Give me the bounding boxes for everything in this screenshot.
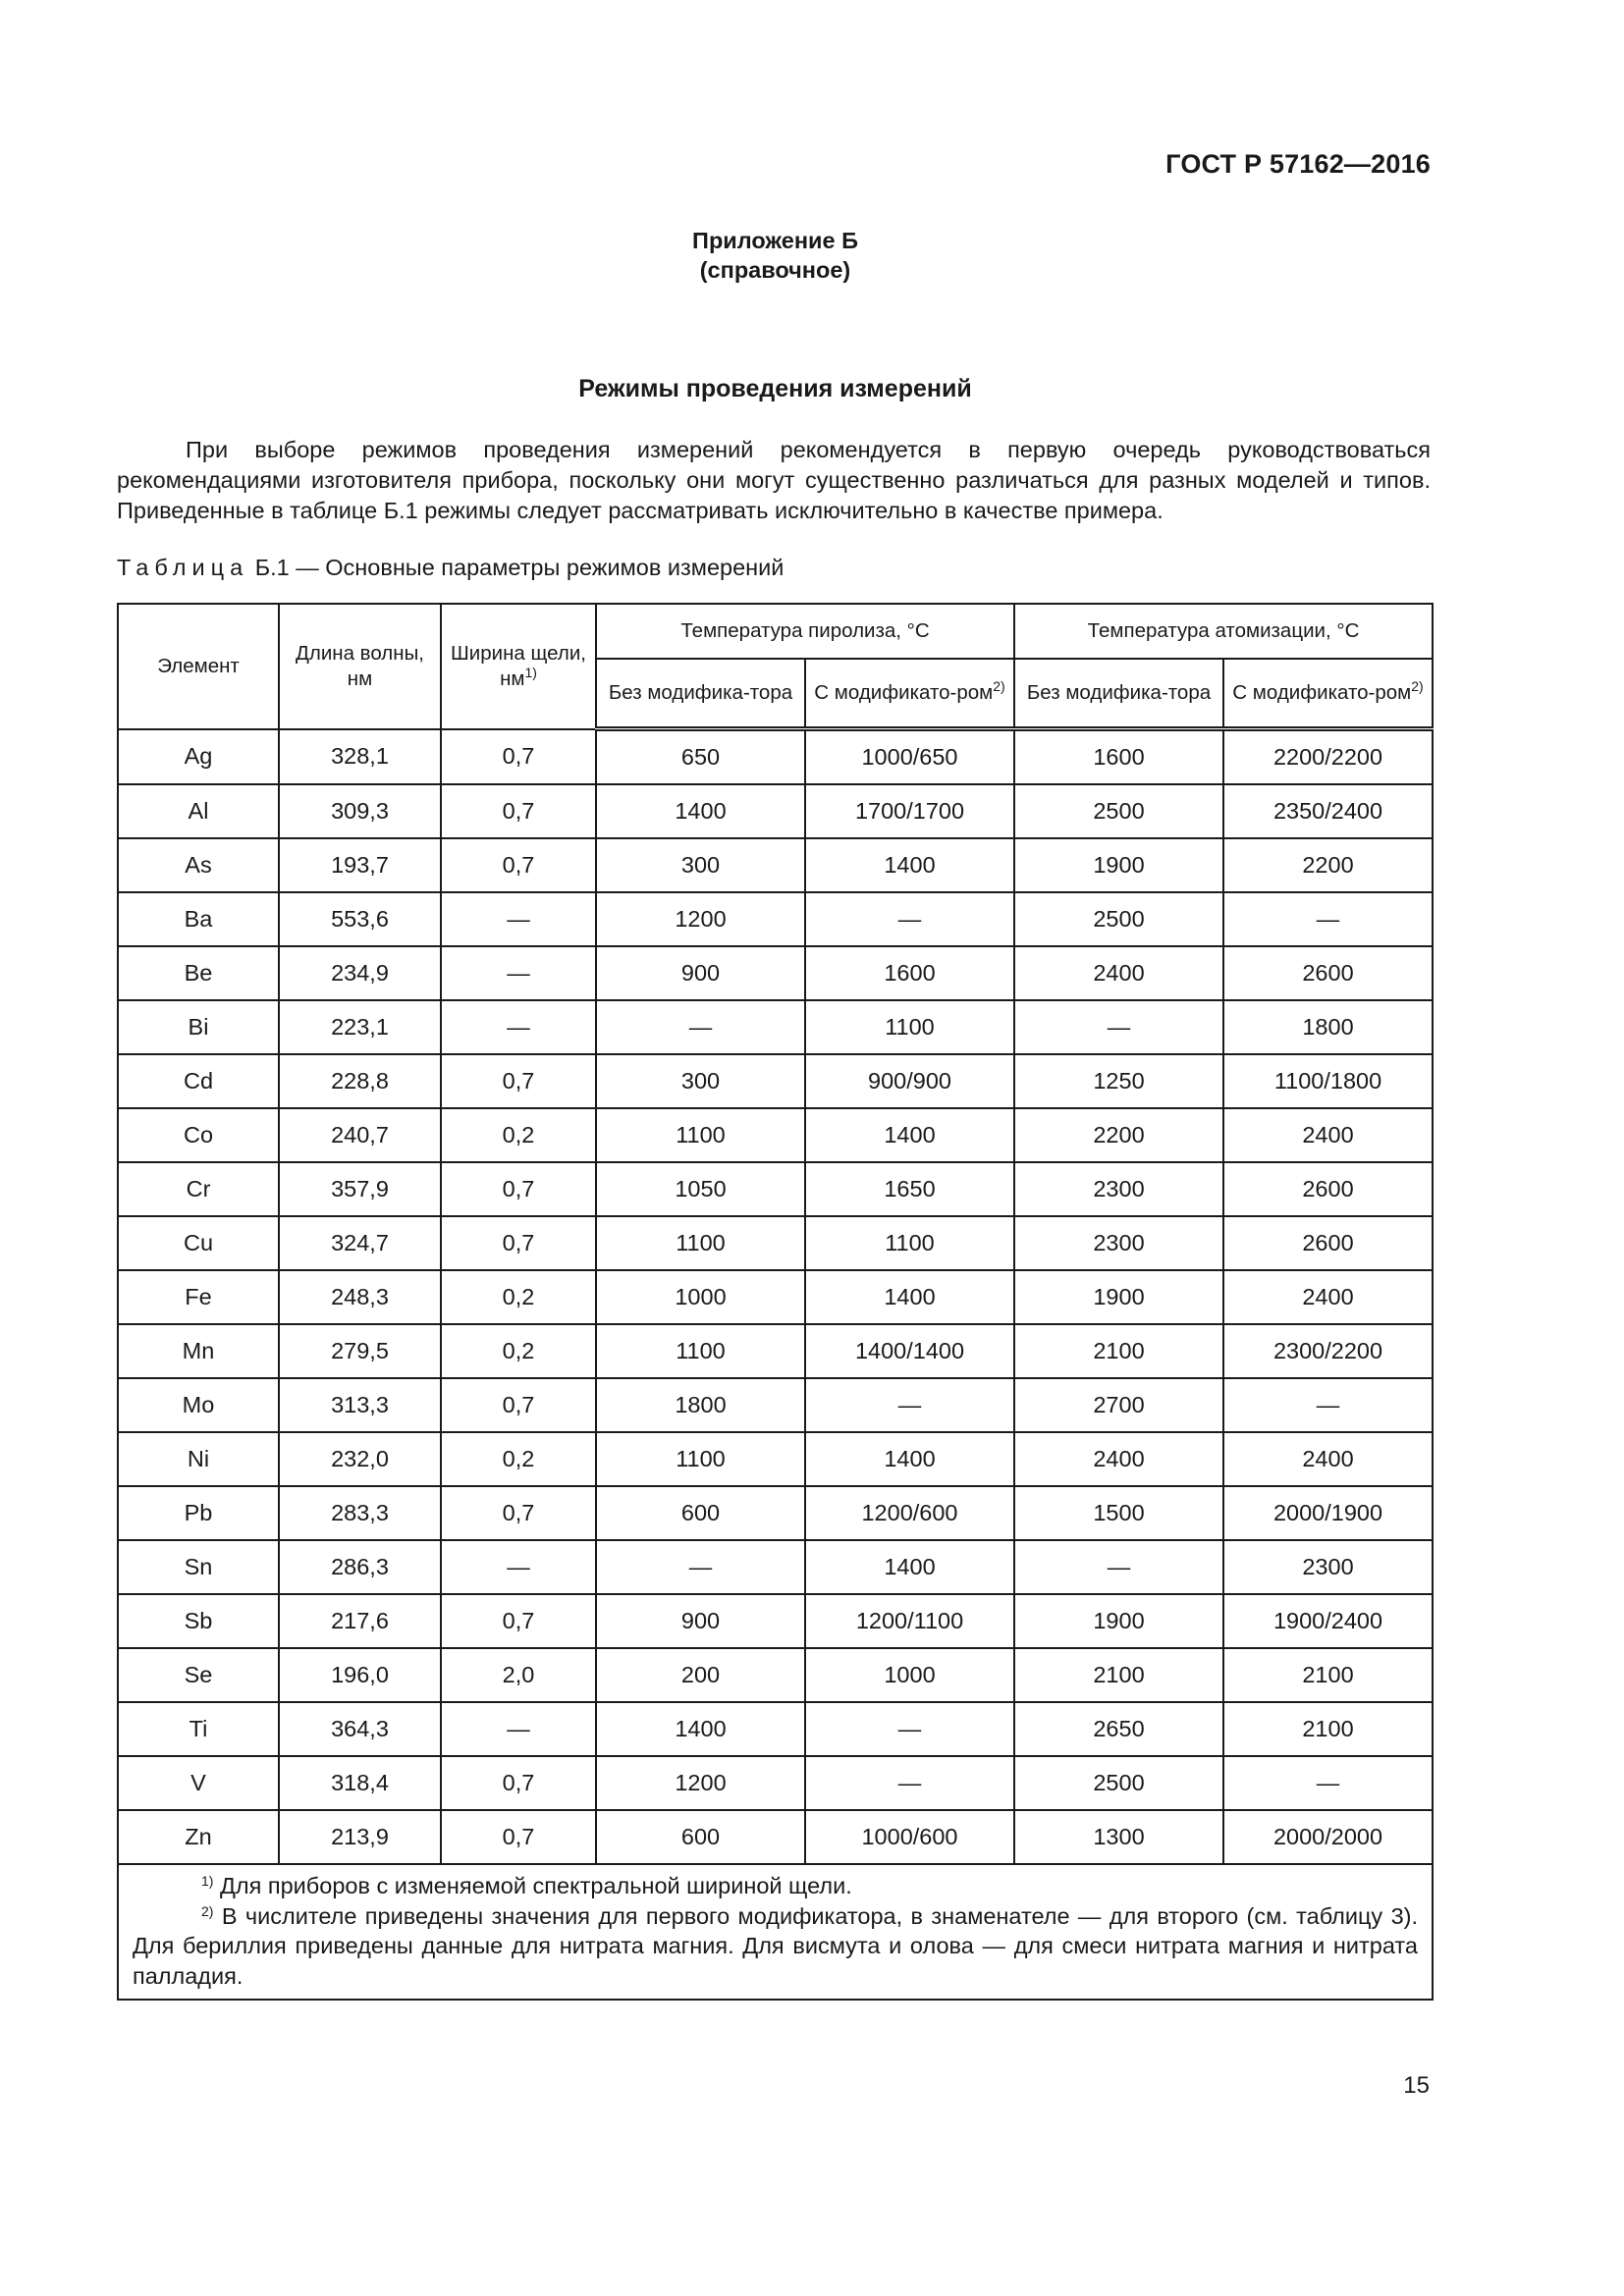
header-slit-text: Ширина щели, нм: [451, 641, 586, 690]
cell-element: Sn: [118, 1540, 279, 1594]
cell-pyrolysis-without-modifier: 1100: [596, 1108, 805, 1162]
cell-element: Co: [118, 1108, 279, 1162]
cell-pyrolysis-without-modifier: 1200: [596, 892, 805, 946]
cell-atomization-with-modifier: 2600: [1223, 1162, 1433, 1216]
cell-atomization-without-modifier: 1900: [1014, 838, 1223, 892]
cell-element: Bi: [118, 1000, 279, 1054]
cell-element: Zn: [118, 1810, 279, 1864]
cell-pyrolysis-without-modifier: 1100: [596, 1324, 805, 1378]
header-pyrolysis-without-modifier: Без модифика-тора: [596, 659, 805, 729]
cell-atomization-with-modifier: 2400: [1223, 1108, 1433, 1162]
table-footnotes: [118, 1864, 1433, 2000]
table-row: [118, 1810, 1433, 1864]
cell-slit-width: 0,7: [441, 729, 596, 785]
cell-pyrolysis-with-modifier: 1650: [805, 1162, 1014, 1216]
cell-element: Cr: [118, 1162, 279, 1216]
cell-wavelength: 283,3: [279, 1486, 441, 1540]
cell-slit-width: 2,0: [441, 1648, 596, 1702]
header-atomization: Температура атомизации, °С: [1014, 604, 1433, 659]
cell-element: Ag: [118, 729, 279, 785]
cell-slit-width: 0,7: [441, 1486, 596, 1540]
cell-atomization-with-modifier: 2600: [1223, 1216, 1433, 1270]
footnotes-cell: [118, 1864, 1433, 2000]
cell-atomization-without-modifier: 2400: [1014, 1432, 1223, 1486]
footnote-1: [133, 1871, 1418, 1901]
header-atomization-with-modifier-text: С модификато-ром: [1232, 681, 1412, 704]
cell-pyrolysis-with-modifier: 1700/1700: [805, 784, 1014, 838]
table-row: [118, 1378, 1433, 1432]
table-row: [118, 1108, 1433, 1162]
cell-element: Pb: [118, 1486, 279, 1540]
table-caption: [117, 553, 784, 582]
cell-slit-width: —: [441, 1000, 596, 1054]
cell-slit-width: —: [441, 892, 596, 946]
table-row: [118, 1594, 1433, 1648]
cell-atomization-with-modifier: 2000/1900: [1223, 1486, 1433, 1540]
cell-slit-width: 0,7: [441, 1162, 596, 1216]
cell-wavelength: 228,8: [279, 1054, 441, 1108]
annex-subtitle: (справочное): [699, 257, 851, 283]
cell-pyrolysis-with-modifier: 1400: [805, 1540, 1014, 1594]
cell-slit-width: 0,7: [441, 1378, 596, 1432]
table-body: [118, 729, 1433, 1865]
header-pyrolysis-with-modifier: [805, 659, 1014, 729]
header-atomization-footnote-mark: 2): [1411, 678, 1424, 694]
cell-wavelength: 223,1: [279, 1000, 441, 1054]
cell-wavelength: 324,7: [279, 1216, 441, 1270]
cell-wavelength: 248,3: [279, 1270, 441, 1324]
cell-atomization-without-modifier: 2500: [1014, 1756, 1223, 1810]
cell-atomization-without-modifier: 1300: [1014, 1810, 1223, 1864]
cell-element: V: [118, 1756, 279, 1810]
cell-atomization-without-modifier: —: [1014, 1000, 1223, 1054]
cell-wavelength: 357,9: [279, 1162, 441, 1216]
cell-wavelength: 196,0: [279, 1648, 441, 1702]
cell-pyrolysis-without-modifier: 600: [596, 1810, 805, 1864]
annex-title: Приложение Б: [692, 228, 858, 253]
table-caption-text: Б.1 — Основные параметры режимов измерений: [254, 555, 785, 580]
cell-wavelength: 240,7: [279, 1108, 441, 1162]
cell-pyrolysis-without-modifier: 300: [596, 838, 805, 892]
cell-wavelength: 364,3: [279, 1702, 441, 1756]
footnote-1-mark: 1): [201, 1873, 214, 1889]
cell-pyrolysis-with-modifier: 1400/1400: [805, 1324, 1014, 1378]
cell-pyrolysis-with-modifier: 1100: [805, 1216, 1014, 1270]
cell-atomization-without-modifier: 2500: [1014, 784, 1223, 838]
table-row: [118, 1432, 1433, 1486]
table-row: [118, 1054, 1433, 1108]
footnote-1-text: Для приборов с изменяемой спектральной шириной щели.: [213, 1873, 852, 1898]
cell-wavelength: 217,6: [279, 1594, 441, 1648]
cell-pyrolysis-without-modifier: 1050: [596, 1162, 805, 1216]
cell-atomization-without-modifier: 2300: [1014, 1216, 1223, 1270]
cell-atomization-without-modifier: 1500: [1014, 1486, 1223, 1540]
cell-pyrolysis-without-modifier: 1400: [596, 1702, 805, 1756]
cell-atomization-with-modifier: 2100: [1223, 1702, 1433, 1756]
intro-paragraph: [117, 435, 1431, 526]
cell-wavelength: 553,6: [279, 892, 441, 946]
cell-atomization-with-modifier: 2100: [1223, 1648, 1433, 1702]
cell-pyrolysis-with-modifier: —: [805, 1756, 1014, 1810]
cell-pyrolysis-with-modifier: —: [805, 1378, 1014, 1432]
table-row: [118, 1324, 1433, 1378]
cell-wavelength: 232,0: [279, 1432, 441, 1486]
cell-element: Fe: [118, 1270, 279, 1324]
cell-pyrolysis-without-modifier: 1400: [596, 784, 805, 838]
cell-pyrolysis-without-modifier: 1800: [596, 1378, 805, 1432]
cell-atomization-with-modifier: 2000/2000: [1223, 1810, 1433, 1864]
cell-pyrolysis-with-modifier: 1100: [805, 1000, 1014, 1054]
cell-wavelength: 279,5: [279, 1324, 441, 1378]
header-slit-footnote-mark: 1): [524, 664, 537, 680]
cell-atomization-without-modifier: 1600: [1014, 729, 1223, 785]
cell-pyrolysis-with-modifier: 1000/650: [805, 729, 1014, 785]
cell-slit-width: 0,7: [441, 1054, 596, 1108]
header-slit: [441, 604, 596, 729]
cell-pyrolysis-without-modifier: —: [596, 1000, 805, 1054]
cell-atomization-without-modifier: 2100: [1014, 1648, 1223, 1702]
page-number: 15: [1403, 2072, 1430, 2099]
cell-atomization-without-modifier: 2300: [1014, 1162, 1223, 1216]
cell-slit-width: 0,2: [441, 1270, 596, 1324]
cell-pyrolysis-without-modifier: 1000: [596, 1270, 805, 1324]
footnote-2: [133, 1901, 1418, 1992]
table-row: [118, 1270, 1433, 1324]
cell-element: Al: [118, 784, 279, 838]
cell-pyrolysis-without-modifier: 300: [596, 1054, 805, 1108]
parameters-table: [117, 603, 1434, 2001]
cell-pyrolysis-with-modifier: 1000/600: [805, 1810, 1014, 1864]
table-row: [118, 1162, 1433, 1216]
cell-slit-width: —: [441, 946, 596, 1000]
cell-slit-width: 0,7: [441, 1810, 596, 1864]
cell-atomization-without-modifier: 2100: [1014, 1324, 1223, 1378]
cell-pyrolysis-with-modifier: 1200/600: [805, 1486, 1014, 1540]
table-row: [118, 838, 1433, 892]
cell-slit-width: 0,2: [441, 1108, 596, 1162]
cell-slit-width: 0,2: [441, 1432, 596, 1486]
cell-slit-width: 0,7: [441, 784, 596, 838]
header-pyrolysis: Температура пиролиза, °С: [596, 604, 1014, 659]
table-row: [118, 1702, 1433, 1756]
section-title: Режимы проведения измерений: [578, 375, 972, 402]
cell-slit-width: —: [441, 1702, 596, 1756]
standard-code: ГОСТ Р 57162—2016: [1165, 149, 1431, 179]
cell-element: Mo: [118, 1378, 279, 1432]
cell-pyrolysis-with-modifier: 900/900: [805, 1054, 1014, 1108]
cell-pyrolysis-with-modifier: 1600: [805, 946, 1014, 1000]
cell-wavelength: 328,1: [279, 729, 441, 785]
table-row: [118, 1648, 1433, 1702]
cell-atomization-without-modifier: 1250: [1014, 1054, 1223, 1108]
cell-wavelength: 213,9: [279, 1810, 441, 1864]
cell-atomization-with-modifier: 2600: [1223, 946, 1433, 1000]
cell-atomization-without-modifier: 1900: [1014, 1270, 1223, 1324]
cell-pyrolysis-without-modifier: 600: [596, 1486, 805, 1540]
cell-pyrolysis-with-modifier: 1400: [805, 1270, 1014, 1324]
cell-atomization-with-modifier: 2350/2400: [1223, 784, 1433, 838]
cell-atomization-with-modifier: 2300/2200: [1223, 1324, 1433, 1378]
cell-wavelength: 318,4: [279, 1756, 441, 1810]
cell-pyrolysis-without-modifier: 200: [596, 1648, 805, 1702]
cell-atomization-with-modifier: 2200: [1223, 838, 1433, 892]
cell-wavelength: 313,3: [279, 1378, 441, 1432]
cell-wavelength: 234,9: [279, 946, 441, 1000]
table-row: [118, 784, 1433, 838]
cell-element: Be: [118, 946, 279, 1000]
cell-element: Cd: [118, 1054, 279, 1108]
cell-slit-width: 0,2: [441, 1324, 596, 1378]
cell-wavelength: 309,3: [279, 784, 441, 838]
cell-atomization-without-modifier: 2400: [1014, 946, 1223, 1000]
cell-element: As: [118, 838, 279, 892]
cell-atomization-with-modifier: 2300: [1223, 1540, 1433, 1594]
table-header: [118, 604, 1433, 729]
cell-slit-width: —: [441, 1540, 596, 1594]
cell-atomization-with-modifier: 2400: [1223, 1270, 1433, 1324]
cell-atomization-with-modifier: 2400: [1223, 1432, 1433, 1486]
cell-atomization-without-modifier: 1900: [1014, 1594, 1223, 1648]
table-row: [118, 892, 1433, 946]
cell-atomization-with-modifier: 1100/1800: [1223, 1054, 1433, 1108]
cell-atomization-with-modifier: 1800: [1223, 1000, 1433, 1054]
table-row: [118, 729, 1433, 785]
table-row: [118, 1216, 1433, 1270]
cell-pyrolysis-with-modifier: 1200/1100: [805, 1594, 1014, 1648]
table-row: [118, 1540, 1433, 1594]
cell-pyrolysis-with-modifier: 1400: [805, 1108, 1014, 1162]
table-caption-label: Таблица: [117, 555, 249, 580]
cell-element: Sb: [118, 1594, 279, 1648]
cell-atomization-with-modifier: —: [1223, 1378, 1433, 1432]
table-row: [118, 1756, 1433, 1810]
cell-wavelength: 193,7: [279, 838, 441, 892]
cell-element: Se: [118, 1648, 279, 1702]
cell-pyrolysis-with-modifier: —: [805, 892, 1014, 946]
cell-element: Cu: [118, 1216, 279, 1270]
cell-element: Ni: [118, 1432, 279, 1486]
cell-atomization-without-modifier: 2650: [1014, 1702, 1223, 1756]
header-element: Элемент: [118, 604, 279, 729]
cell-pyrolysis-without-modifier: 900: [596, 1594, 805, 1648]
header-atomization-without-modifier: Без модифика-тора: [1014, 659, 1223, 729]
cell-element: Mn: [118, 1324, 279, 1378]
table-row: [118, 1000, 1433, 1054]
header-pyrolysis-footnote-mark: 2): [993, 678, 1005, 694]
cell-pyrolysis-without-modifier: —: [596, 1540, 805, 1594]
cell-atomization-without-modifier: 2500: [1014, 892, 1223, 946]
cell-slit-width: 0,7: [441, 1756, 596, 1810]
cell-element: Ba: [118, 892, 279, 946]
cell-pyrolysis-without-modifier: 650: [596, 729, 805, 785]
annex-heading: [0, 226, 1550, 285]
cell-pyrolysis-without-modifier: 1200: [596, 1756, 805, 1810]
cell-atomization-with-modifier: 2200/2200: [1223, 729, 1433, 785]
header-pyrolysis-with-modifier-text: С модификато-ром: [814, 681, 994, 704]
cell-wavelength: 286,3: [279, 1540, 441, 1594]
table-row: [118, 946, 1433, 1000]
cell-pyrolysis-without-modifier: 900: [596, 946, 805, 1000]
cell-atomization-without-modifier: —: [1014, 1540, 1223, 1594]
cell-atomization-without-modifier: 2200: [1014, 1108, 1223, 1162]
footnote-2-mark: 2): [201, 1902, 214, 1919]
table-row: [118, 1486, 1433, 1540]
intro-text: При выборе режимов проведения измерений рекомендуется в первую очередь руководствоваться рекомендациями изготовителя прибора, поскольку они могут существенно различаться для разных моделей и типов. Приведенные в таблице Б.1 режимы следует рассматривать исключительно в качестве примера.: [117, 437, 1431, 523]
header-wavelength: Длина волны, нм: [279, 604, 441, 729]
cell-atomization-without-modifier: 2700: [1014, 1378, 1223, 1432]
cell-slit-width: 0,7: [441, 838, 596, 892]
cell-atomization-with-modifier: —: [1223, 892, 1433, 946]
cell-pyrolysis-with-modifier: —: [805, 1702, 1014, 1756]
cell-slit-width: 0,7: [441, 1216, 596, 1270]
cell-element: Ti: [118, 1702, 279, 1756]
footnote-2-text: В числителе приведены значения для первого модификатора, в знаменателе — для второго (см. таблицу 3). Для бериллия приведены данные для нитрата магния. Для висмута и олова — для смеси нитрата магния и нитрата палладия.: [133, 1902, 1418, 1989]
header-atomization-with-modifier: [1223, 659, 1433, 729]
cell-atomization-with-modifier: 1900/2400: [1223, 1594, 1433, 1648]
cell-pyrolysis-without-modifier: 1100: [596, 1432, 805, 1486]
cell-pyrolysis-with-modifier: 1000: [805, 1648, 1014, 1702]
cell-pyrolysis-without-modifier: 1100: [596, 1216, 805, 1270]
cell-pyrolysis-with-modifier: 1400: [805, 1432, 1014, 1486]
cell-slit-width: 0,7: [441, 1594, 596, 1648]
cell-pyrolysis-with-modifier: 1400: [805, 838, 1014, 892]
cell-atomization-with-modifier: —: [1223, 1756, 1433, 1810]
